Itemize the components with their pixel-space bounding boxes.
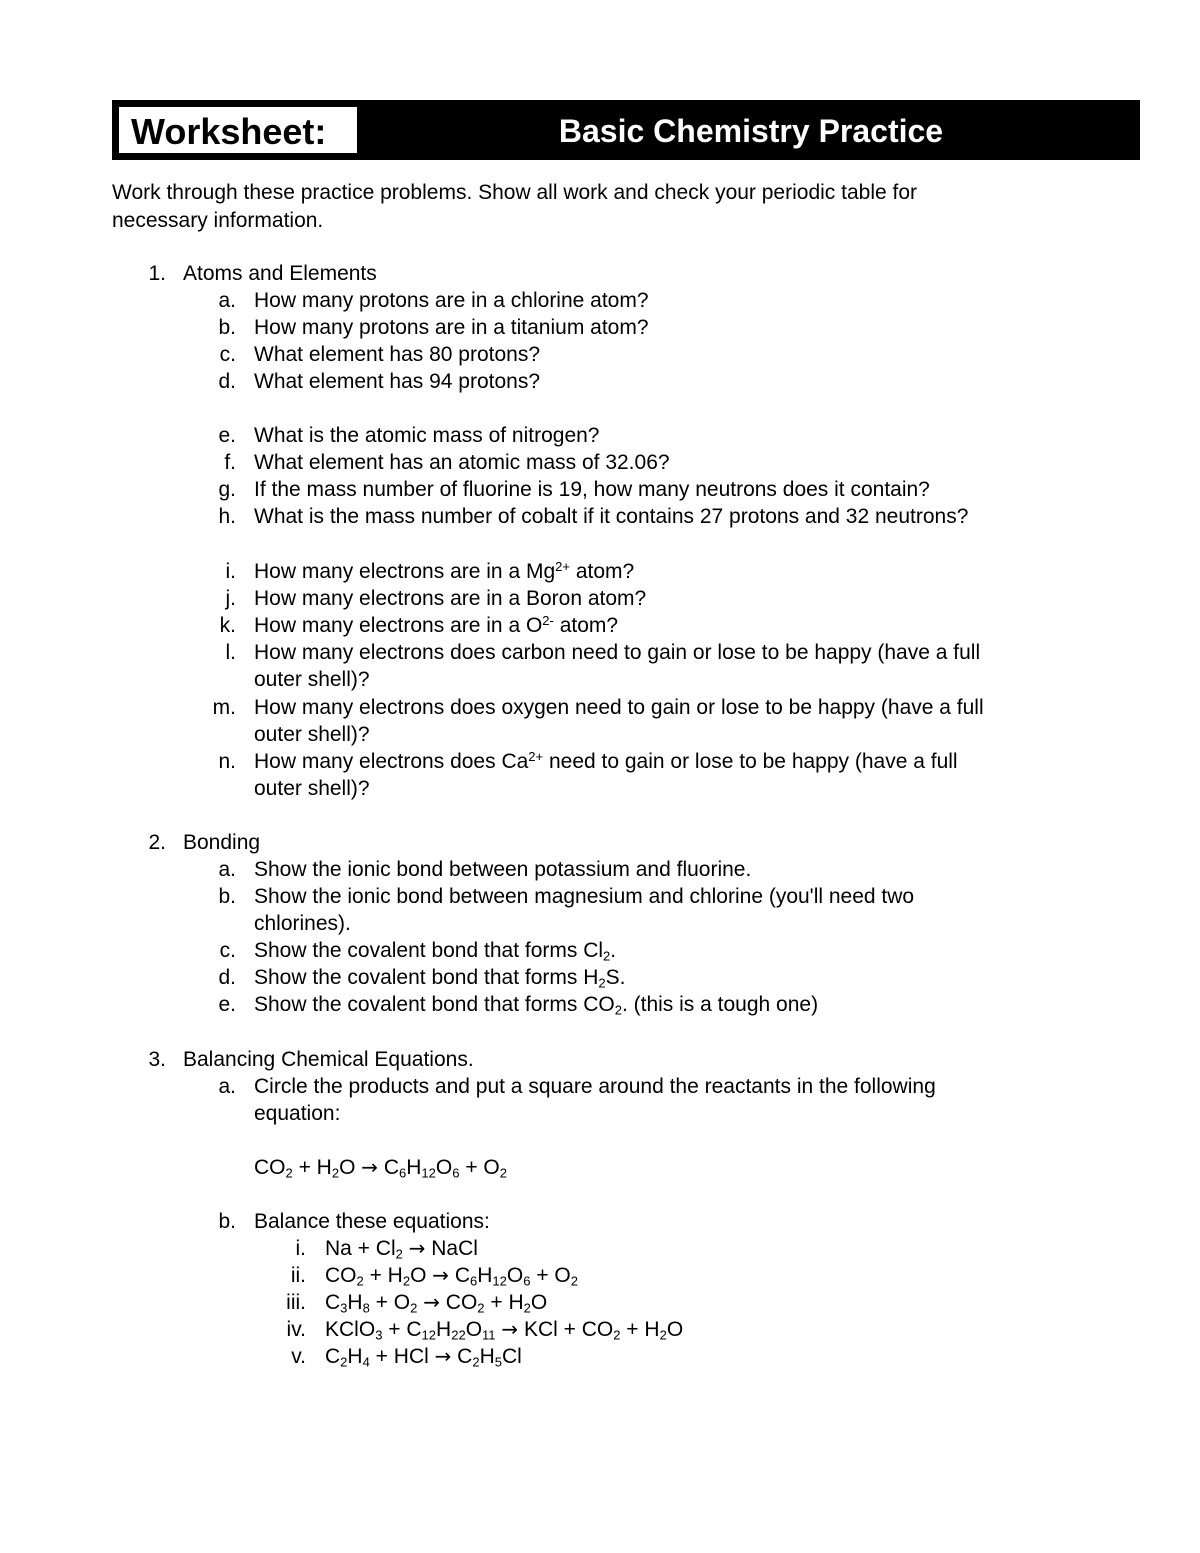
superscript: 2+ — [555, 558, 570, 574]
equation-label: i. — [295, 1237, 306, 1260]
worksheet-label: Worksheet: — [117, 105, 359, 155]
arrow-icon: → — [434, 1344, 452, 1368]
arrow-icon: → — [361, 1155, 378, 1179]
question-item: What element has 80 protons? — [254, 343, 541, 366]
question-item: How many protons are in a titanium atom? — [254, 316, 649, 339]
question-item: If the mass number of fluorine is 19, how many neutrons does it contain? — [254, 478, 930, 501]
subscript: 12 — [492, 1273, 507, 1289]
question-item: Show the covalent bond that forms $H_2S$. — [254, 966, 626, 991]
subscript: 3 — [340, 1300, 348, 1316]
equation: $Na + Cl_2$ → NaCl — [325, 1236, 478, 1262]
intro-line-1: Work through these practice problems. Show all work and check your periodic table for — [112, 181, 918, 204]
item-label: c. — [219, 939, 236, 962]
section-3-title: Balancing Chemical Equations. — [183, 1048, 474, 1071]
question-item: Show the ionic bond between magnesium and chlorine (you'll need two — [254, 885, 915, 908]
item-label: i. — [225, 560, 236, 583]
worksheet-header — [112, 100, 1140, 160]
subscript: 2 — [356, 1273, 364, 1289]
subscript: 2 — [477, 1300, 485, 1316]
subscript: 22 — [451, 1327, 466, 1343]
worksheet-title: Basic Chemistry Practice — [558, 113, 944, 149]
subscript: 2 — [472, 1354, 480, 1370]
subscript: 2 — [598, 975, 606, 991]
question-item: How many electrons are in a $Mg^{2+}$ atom? — [254, 558, 635, 583]
subscript: 11 — [482, 1327, 496, 1343]
equation: $C_2H_4$ + HCl → $C_2H_5Cl$ — [325, 1344, 522, 1370]
item-label: n. — [218, 750, 236, 773]
subscript: 2 — [523, 1300, 531, 1316]
item-label: h. — [218, 505, 236, 528]
superscript: 2+ — [528, 748, 544, 764]
equation: $CO_2 + H_2O \to C_6H_{12}O_6 + O_2$ — [254, 1155, 508, 1181]
question-item-continued: equation: — [254, 1102, 341, 1125]
question-item: How many electrons does carbon need to gain or lose to be happy (have a full — [254, 641, 981, 664]
question-item: Show the covalent bond that forms $Cl_2$. — [254, 939, 617, 964]
item-label: a. — [218, 858, 236, 881]
subscript: 6 — [452, 1165, 460, 1181]
question-item: Show the covalent bond that forms $CO_2$. (this is a tough one) — [254, 993, 819, 1018]
section-3-number: 3. — [148, 1048, 166, 1071]
equation-label: iv. — [286, 1318, 306, 1341]
arrow-icon: → — [501, 1317, 519, 1341]
question-item: What element has 94 protons? — [254, 370, 541, 393]
subscript: 2 — [340, 1354, 348, 1370]
question-item-continued: outer shell)? — [254, 668, 370, 691]
subscript: 2 — [659, 1327, 667, 1343]
subscript: 2 — [614, 1002, 622, 1018]
item-label: b. — [218, 316, 236, 339]
subscript: 2 — [499, 1165, 508, 1181]
subscript: 12 — [421, 1327, 437, 1343]
question-item: How many electrons does $Ca^{2+}$ need to gain or lose to be happy (have a full — [254, 748, 958, 773]
item-label: m. — [212, 696, 236, 719]
superscript: 2- — [542, 612, 554, 628]
item-label: b. — [218, 885, 236, 908]
subscript: 2 — [285, 1165, 293, 1181]
item-label: f. — [224, 451, 236, 474]
item-label: j. — [225, 587, 236, 610]
subscript: 3 — [375, 1327, 383, 1343]
arrow-icon: → — [423, 1290, 440, 1314]
subscript: 5 — [494, 1354, 502, 1370]
item-label: a. — [218, 1075, 236, 1098]
item-label: d. — [218, 370, 236, 393]
question-item-continued: outer shell)? — [254, 723, 370, 746]
subscript: 6 — [523, 1273, 531, 1289]
question-item: Balance these equations: — [254, 1210, 490, 1233]
subscript: 2 — [395, 1246, 403, 1262]
equation: KClO$_3$ + $C_{12}H_{22}O_{11}$ → KCl + $CO_2 + H_2O$ — [325, 1317, 684, 1343]
question-item: How many electrons are in a $O^{2-}$ atom? — [254, 612, 619, 637]
section-2-title: Bonding — [183, 831, 261, 854]
question-item: What is the mass number of cobalt if it contains 27 protons and 32 neutrons? — [254, 505, 969, 528]
subscript: 12 — [421, 1165, 436, 1181]
subscript: 2 — [402, 1273, 411, 1289]
section-1-title: Atoms and Elements — [183, 262, 377, 285]
arrow-icon: → — [432, 1263, 449, 1287]
subscript: 8 — [362, 1300, 370, 1316]
item-label: e. — [218, 993, 236, 1016]
item-label: l. — [225, 641, 236, 664]
subscript: 2 — [603, 948, 611, 964]
section-2-number: 2. — [148, 831, 166, 854]
question-item: Circle the products and put a square around the reactants in the following — [254, 1075, 936, 1098]
intro-line-2: necessary information. — [112, 209, 324, 232]
question-item: What element has an atomic mass of 32.06? — [254, 451, 670, 474]
question-item: How many protons are in a chlorine atom? — [254, 289, 649, 312]
equation-label: v. — [291, 1345, 306, 1368]
item-label: a. — [218, 289, 236, 312]
subscript: 2 — [570, 1273, 579, 1289]
subscript: 4 — [362, 1354, 370, 1370]
question-item-continued: outer shell)? — [254, 777, 370, 800]
equation-label: ii. — [290, 1264, 306, 1287]
item-label: b. — [218, 1210, 236, 1233]
question-item: Show the ionic bond between potassium and fluorine. — [254, 858, 752, 881]
question-item: How many electrons does oxygen need to gain or lose to be happy (have a full — [254, 696, 984, 719]
item-label: e. — [218, 424, 236, 447]
equation: $C_3H_8 + O_2 \to CO_2 + H_2O$ — [325, 1290, 548, 1316]
item-label: c. — [219, 343, 236, 366]
section-1-number: 1. — [148, 262, 166, 285]
subscript: 6 — [399, 1165, 407, 1181]
subscript: 2 — [613, 1327, 621, 1343]
arrow-icon: → — [408, 1236, 426, 1260]
question-item: How many electrons are in a Boron atom? — [254, 587, 647, 610]
equation: $CO_2 + H_2O \to C_6H_{12}O_6 + O_2$ — [325, 1263, 579, 1289]
subscript: 2 — [331, 1165, 340, 1181]
subscript: 6 — [470, 1273, 478, 1289]
question-item: What is the atomic mass of nitrogen? — [254, 424, 600, 447]
question-item-continued: chlorines). — [254, 912, 351, 935]
item-label: k. — [219, 614, 236, 637]
subscript: 2 — [410, 1300, 418, 1316]
item-label: g. — [218, 478, 236, 501]
item-label: d. — [218, 966, 236, 989]
equation-label: iii. — [286, 1291, 306, 1314]
